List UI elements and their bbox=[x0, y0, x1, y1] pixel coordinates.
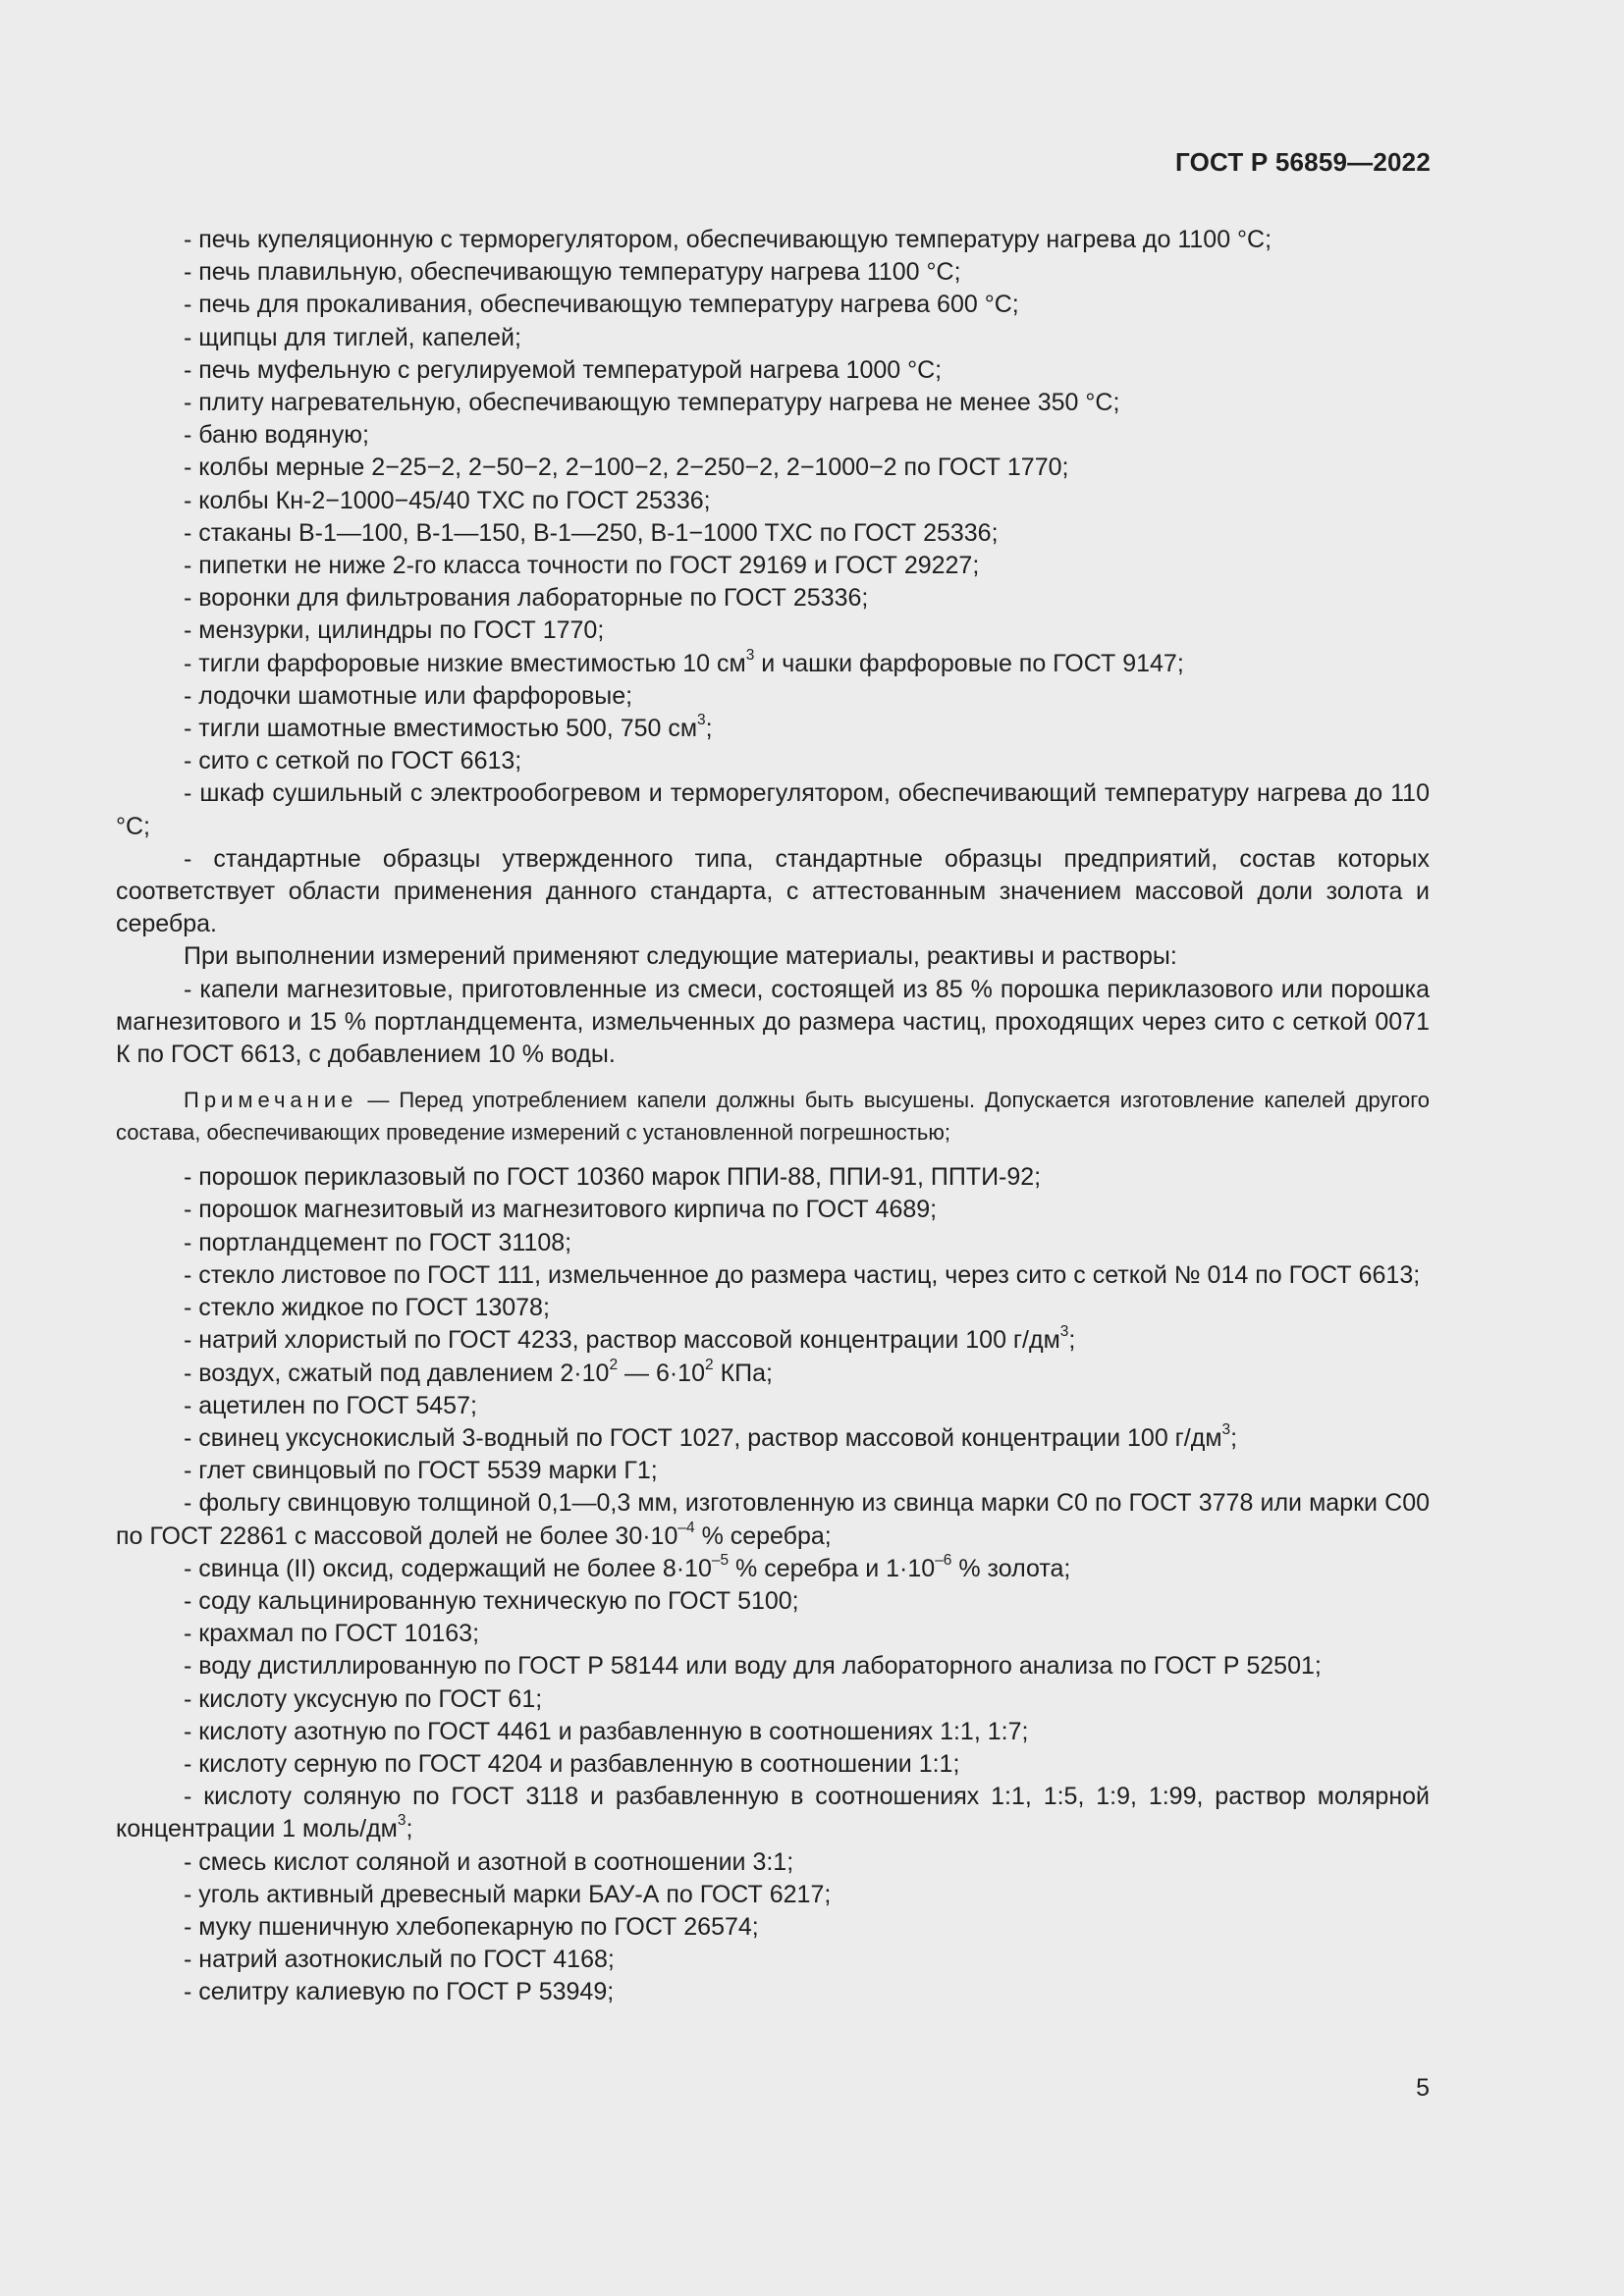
list-item: - порошок периклазовый по ГОСТ 10360 марок ППИ-88, ППИ-91, ППТИ-92; bbox=[184, 1163, 1042, 1192]
document-header: ГОСТ Р 56859—2022 bbox=[1175, 147, 1431, 177]
list-item: - печь муфельную с регулируемой температурой нагрева 1000 °С; bbox=[184, 355, 943, 384]
list-item: - стекло жидкое по ГОСТ 13078; bbox=[184, 1294, 550, 1322]
item-text: - тигли фарфоровые низкие вместимостью 10 см bbox=[184, 649, 746, 677]
list-item-air bbox=[116, 1358, 1430, 1390]
item-text: - свинца (II) оксид, содержащий не более 8·10 bbox=[184, 1554, 712, 1582]
list-item: - стаканы В-1—100, В-1—150, В-1—250, В-1−1000 ТХС по ГОСТ 25336; bbox=[184, 518, 999, 547]
superscript: 3 bbox=[1221, 1420, 1231, 1438]
list-item-nacl bbox=[116, 1324, 1430, 1357]
list-item: - колбы мерные 2−25−2, 2−50−2, 2−100−2, 2−250−2, 2−1000−2 по ГОСТ 1770; bbox=[184, 454, 1069, 482]
list-item: - сито с сеткой по ГОСТ 6613; bbox=[184, 747, 522, 775]
item-text: КПа; bbox=[713, 1359, 773, 1387]
superscript: 2 bbox=[705, 1356, 714, 1373]
list-item: - смесь кислот соляной и азотной в соотношении 3:1; bbox=[184, 1847, 794, 1876]
list-item-crucibles bbox=[116, 648, 1430, 680]
list-item: - крахмал по ГОСТ 10163; bbox=[184, 1620, 480, 1648]
list-item-lead-acetate bbox=[116, 1422, 1430, 1455]
list-item: - щипцы для тиглей, капелей; bbox=[184, 323, 521, 351]
list-item-hcl bbox=[116, 1781, 1430, 1845]
item-text: - свинец уксуснокислый 3-водный по ГОСТ 1027, раствор массовой концентрации 100 г/дм bbox=[184, 1423, 1222, 1452]
item-text: % серебра и 1·10 bbox=[729, 1554, 936, 1582]
list-item: - воронки для фильтрования лабораторные по ГОСТ 25336; bbox=[184, 584, 869, 613]
superscript: –4 bbox=[677, 1519, 695, 1536]
item-text: ; bbox=[406, 1815, 413, 1843]
list-item: - мензурки, цилиндры по ГОСТ 1770; bbox=[184, 616, 605, 645]
list-item: - лодочки шамотные или фарфоровые; bbox=[184, 681, 633, 710]
item-text: - натрий хлористый по ГОСТ 4233, раствор массовой концентрации 100 г/дм bbox=[184, 1326, 1060, 1355]
list-item-chamotte bbox=[116, 713, 1430, 745]
item-text: - воздух, сжатый под давлением 2·10 bbox=[184, 1359, 610, 1387]
list-item: - селитру калиевую по ГОСТ Р 53949; bbox=[184, 1978, 615, 2006]
list-item: - кислоту азотную по ГОСТ 4461 и разбавленную в соотношениях 1:1, 1:7; bbox=[184, 1717, 1029, 1745]
item-text: - тигли шамотные вместимостью 500, 750 см bbox=[184, 715, 698, 743]
document-body bbox=[116, 224, 1430, 2009]
list-item: - плиту нагревательную, обеспечивающую температуру нагрева не менее 350 °С; bbox=[184, 389, 1120, 417]
superscript: –5 bbox=[711, 1551, 730, 1569]
list-item: - стекло листовое по ГОСТ 111, измельченное до размера частиц, через сито с сеткой № 014 по ГОСТ 6613; bbox=[184, 1260, 1421, 1289]
item-text: и чашки фарфоровые по ГОСТ 9147; bbox=[754, 649, 1184, 677]
item-text: — 6·10 bbox=[618, 1359, 705, 1387]
list-item: - кислоту серную по ГОСТ 4204 и разбавленную в соотношении 1:1; bbox=[184, 1749, 960, 1778]
paragraph-materials: При выполнении измерений применяют следующие материалы, реактивы и растворы: bbox=[184, 942, 1177, 971]
item-text: % серебра; bbox=[694, 1522, 832, 1550]
list-item: - уголь активный древесный марки БАУ-А по ГОСТ 6217; bbox=[184, 1880, 832, 1908]
list-item: - соду кальцинированную техническую по ГОСТ 5100; bbox=[184, 1586, 799, 1615]
list-item: - порошок магнезитовый из магнезитового кирпича по ГОСТ 4689; bbox=[184, 1196, 938, 1224]
list-item-oxide bbox=[116, 1553, 1430, 1585]
item-text: % золота; bbox=[951, 1554, 1071, 1582]
list-item: - баню водяную; bbox=[184, 421, 369, 450]
item-text: ; bbox=[1230, 1423, 1238, 1452]
item-text: - фольгу свинцовую толщиной 0,1—0,3 мм, изготовленную из свинца марки С0 по ГОСТ 3778 или марки С00 по ГОСТ 22861 с массовой долей не более 30·10 bbox=[116, 1489, 1430, 1550]
note-label: Примечание bbox=[184, 1088, 358, 1113]
page-number: 5 bbox=[1416, 2074, 1430, 2102]
list-item-foil bbox=[116, 1487, 1430, 1552]
superscript: 3 bbox=[1059, 1323, 1069, 1341]
superscript: 3 bbox=[397, 1812, 406, 1830]
list-item: - печь для прокаливания, обеспечивающую температуру нагрева 600 °С; bbox=[184, 291, 1019, 319]
list-item: - муку пшеничную хлебопекарную по ГОСТ 26574; bbox=[184, 1912, 759, 1941]
list-item: - глет свинцовый по ГОСТ 5539 марки Г1; bbox=[184, 1457, 658, 1485]
list-item: - портландцемент по ГОСТ 31108; bbox=[184, 1228, 572, 1256]
list-item: - печь плавильную, обеспечивающую температуру нагрева 1100 °С; bbox=[184, 258, 961, 287]
item-text: - кислоту соляную по ГОСТ 3118 и разбавленную в соотношениях 1:1, 1:5, 1:9, 1:99, раствор молярной концентрации 1 моль/дм bbox=[116, 1783, 1430, 1843]
list-item: - печь купеляционную с терморегулятором, обеспечивающую температуру нагрева до 1100 °С; bbox=[184, 226, 1272, 253]
note bbox=[116, 1084, 1430, 1148]
superscript: 3 bbox=[745, 646, 755, 664]
list-item: - кислоту уксусную по ГОСТ 61; bbox=[184, 1684, 543, 1713]
list-item: - натрий азотнокислый по ГОСТ 4168; bbox=[184, 1946, 615, 1974]
list-item: - колбы Кн-2−1000−45/40 ТХС по ГОСТ 25336; bbox=[184, 486, 711, 514]
note-text: — Перед употреблением капели должны быть высушены. Допускается изготовление капелей другого состава, обеспечивающих проведение измерений с установленной погрешностью; bbox=[116, 1088, 1430, 1146]
item-text: ; bbox=[705, 715, 713, 743]
item-text: ; bbox=[1068, 1326, 1076, 1355]
list-item: - воду дистиллированную по ГОСТ Р 58144 или воду для лабораторного анализа по ГОСТ Р 52501; bbox=[184, 1652, 1322, 1681]
list-item: - шкаф сушильный с электрообогревом и терморегулятором, обеспечивающий температуру нагрева до 110 °С; bbox=[116, 779, 1430, 840]
superscript: 3 bbox=[697, 711, 706, 728]
list-item: - стандартные образцы утвержденного типа, стандартные образцы предприятий, состав которых соответствует области применения данного стандарта, с аттестованным значением массовой доли золота и серебра. bbox=[116, 844, 1430, 938]
list-item: - ацетилен по ГОСТ 5457; bbox=[184, 1391, 477, 1419]
list-item: - капели магнезитовые, приготовленные из смеси, состоящей из 85 % порошка периклазового или порошка магнезитового и 15 % портландцемента, измельченных до размера частиц, проходящих через сито с сеткой 0071 К по ГОСТ 6613, с добавлением 10 % воды. bbox=[116, 975, 1430, 1069]
list-item: - пипетки не ниже 2-го класса точности по ГОСТ 29169 и ГОСТ 29227; bbox=[184, 552, 980, 580]
superscript: 2 bbox=[609, 1356, 619, 1373]
superscript: –6 bbox=[935, 1551, 952, 1569]
